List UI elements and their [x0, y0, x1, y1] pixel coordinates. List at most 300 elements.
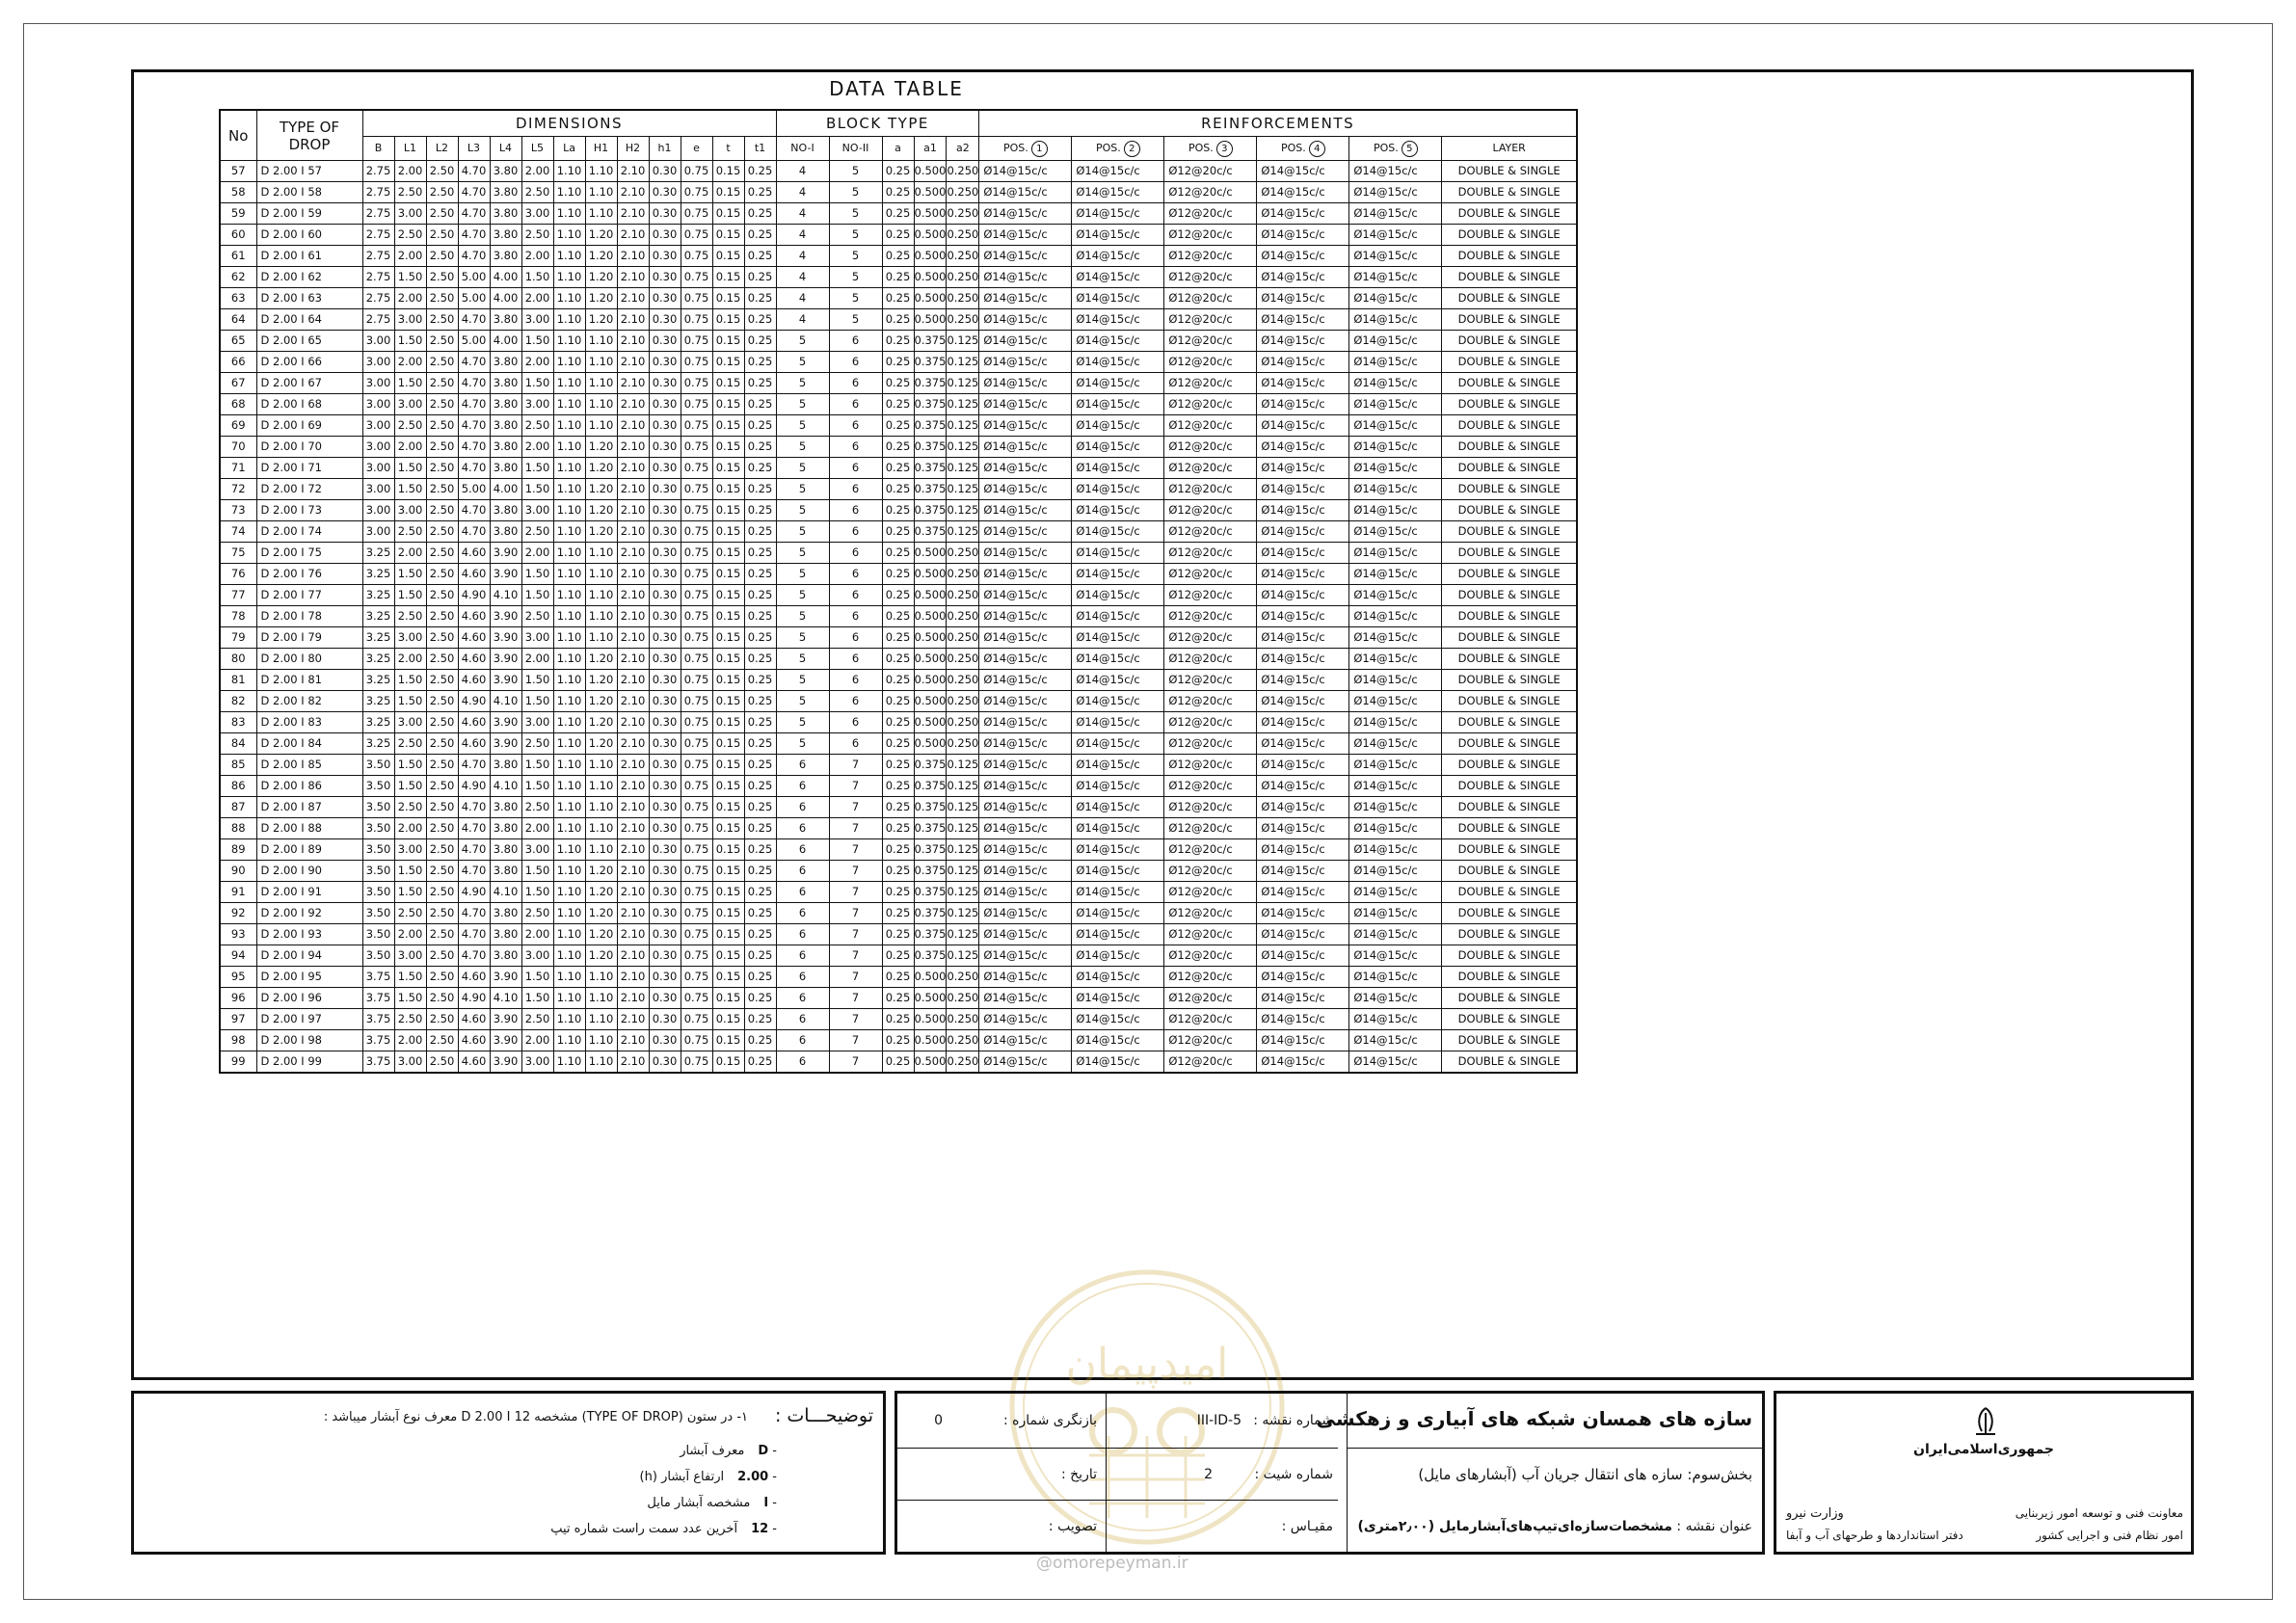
table-cell: 3.25 — [362, 670, 394, 691]
table-cell: 0.25 — [744, 967, 776, 988]
table-cell: 6 — [776, 924, 829, 945]
table-cell: 5 — [776, 691, 829, 712]
table-cell: 4.70 — [458, 182, 490, 203]
table-cell: 1.50 — [521, 267, 553, 288]
table-cell: 1.50 — [521, 967, 553, 988]
table-cell: 59 — [220, 203, 256, 225]
table-cell: 4.70 — [458, 394, 490, 415]
table-cell: 7 — [829, 861, 882, 882]
table-cell: 0.15 — [712, 903, 744, 924]
table-cell: 5 — [829, 246, 882, 267]
table-cell: 2.50 — [426, 564, 458, 585]
table-cell: 3.80 — [490, 903, 521, 924]
table-cell: 1.50 — [521, 776, 553, 797]
table-cell: DOUBLE & SINGLE — [1442, 945, 1577, 967]
table-cell: 1.50 — [394, 670, 426, 691]
table-cell: Ø14@15c/c — [1257, 521, 1349, 543]
table-cell: 1.10 — [553, 670, 585, 691]
table-cell: 5 — [776, 627, 829, 649]
table-cell: 1.10 — [553, 161, 585, 182]
table-cell: 1.50 — [394, 267, 426, 288]
table-cell: Ø14@15c/c — [979, 967, 1072, 988]
table-cell: DOUBLE & SINGLE — [1442, 818, 1577, 839]
table-cell: 3.00 — [362, 373, 394, 394]
table-cell: 1.10 — [585, 1051, 617, 1074]
table-cell: 6 — [776, 903, 829, 924]
table-cell: 4.70 — [458, 246, 490, 267]
table-cell: 66 — [220, 352, 256, 373]
table-cell: 5 — [776, 373, 829, 394]
table-cell: 4.90 — [458, 988, 490, 1009]
table-cell: 1.10 — [553, 437, 585, 458]
table-cell: 4.10 — [490, 776, 521, 797]
table-cell: 1.20 — [585, 479, 617, 500]
table-cell: 0.25 — [882, 585, 914, 606]
table-cell: 0.30 — [649, 882, 681, 903]
table-cell: 2.50 — [426, 437, 458, 458]
table-cell: 2.10 — [617, 839, 649, 861]
table-cell: 5 — [776, 712, 829, 733]
table-cell: 0.75 — [681, 691, 712, 712]
table-cell: D 2.00 I 78 — [256, 606, 362, 627]
table-cell: 4.70 — [458, 225, 490, 246]
table-cell: 2.00 — [394, 1030, 426, 1051]
table-cell: 2.00 — [394, 543, 426, 564]
table-cell: D 2.00 I 80 — [256, 649, 362, 670]
table-cell: 3.00 — [521, 1051, 553, 1074]
table-cell: D 2.00 I 88 — [256, 818, 362, 839]
table-cell: 3.00 — [521, 839, 553, 861]
table-cell: 0.25 — [744, 670, 776, 691]
table-cell: 3.80 — [490, 437, 521, 458]
table-cell: 4.70 — [458, 924, 490, 945]
table-cell: Ø14@15c/c — [1072, 691, 1164, 712]
table-cell: 5 — [776, 437, 829, 458]
table-cell: 2.50 — [426, 246, 458, 267]
note-item: - 2.00ارتفاع آبشار (h) — [639, 1470, 777, 1484]
table-cell: Ø14@15c/c — [979, 373, 1072, 394]
table-cell: 0.25 — [744, 161, 776, 182]
table-cell: 99 — [220, 1051, 256, 1074]
table-cell: Ø14@15c/c — [1072, 1009, 1164, 1030]
table-cell: 3.75 — [362, 1009, 394, 1030]
table-cell: Ø14@15c/c — [1257, 861, 1349, 882]
table-cell: 4 — [776, 246, 829, 267]
table-cell: 0.25 — [882, 945, 914, 967]
table-cell: D 2.00 I 72 — [256, 479, 362, 500]
table-cell: 2.50 — [426, 712, 458, 733]
table-cell: 2.50 — [426, 797, 458, 818]
table-cell: 0.25 — [744, 288, 776, 309]
table-cell: 3.50 — [362, 776, 394, 797]
table-cell: Ø14@15c/c — [1257, 627, 1349, 649]
table-cell: 0.250 — [947, 203, 979, 225]
table-row — [220, 564, 1577, 585]
table-cell: 0.15 — [712, 755, 744, 776]
table-cell: 0.15 — [712, 246, 744, 267]
table-cell: 1.10 — [553, 352, 585, 373]
table-cell: 74 — [220, 521, 256, 543]
table-cell: 0.125 — [947, 818, 979, 839]
table-cell: Ø14@15c/c — [1072, 585, 1164, 606]
table-cell: 2.75 — [362, 203, 394, 225]
table-cell: 6 — [829, 691, 882, 712]
table-cell: 2.50 — [521, 415, 553, 437]
table-cell: Ø12@20c/c — [1164, 585, 1257, 606]
table-cell: 2.10 — [617, 1009, 649, 1030]
table-cell: 1.10 — [553, 712, 585, 733]
table-cell: 5 — [829, 161, 882, 182]
table-cell: 0.25 — [882, 606, 914, 627]
table-cell: 0.30 — [649, 182, 681, 203]
table-cell: D 2.00 I 79 — [256, 627, 362, 649]
table-row — [220, 331, 1577, 352]
subheader-h1: H1 — [585, 137, 617, 161]
table-cell: 0.15 — [712, 945, 744, 967]
table-cell: 1.50 — [521, 670, 553, 691]
table-cell: 91 — [220, 882, 256, 903]
table-cell: 2.10 — [617, 691, 649, 712]
table-cell: 71 — [220, 458, 256, 479]
table-cell: 0.30 — [649, 437, 681, 458]
table-cell: 1.20 — [585, 903, 617, 924]
revision-label: بازنگری شماره : — [1002, 1413, 1097, 1428]
scale-label: مقیـاس : — [1281, 1519, 1333, 1534]
table-cell: DOUBLE & SINGLE — [1442, 225, 1577, 246]
table-cell: 0.30 — [649, 331, 681, 352]
table-cell: 4.60 — [458, 733, 490, 755]
table-cell: 1.10 — [553, 1051, 585, 1074]
table-cell: 3.80 — [490, 182, 521, 203]
table-cell: 3.80 — [490, 309, 521, 331]
table-cell: 0.15 — [712, 415, 744, 437]
table-cell: Ø14@15c/c — [1349, 373, 1442, 394]
table-cell: D 2.00 I 57 — [256, 161, 362, 182]
table-cell: 5.00 — [458, 479, 490, 500]
table-cell: 5.00 — [458, 331, 490, 352]
table-cell: 0.25 — [882, 161, 914, 182]
table-cell: 1.20 — [585, 458, 617, 479]
table-cell: Ø14@15c/c — [1349, 712, 1442, 733]
table-cell: 0.250 — [947, 161, 979, 182]
table-cell: 0.75 — [681, 712, 712, 733]
table-cell: 0.375 — [914, 415, 947, 437]
table-cell: 0.500 — [914, 161, 947, 182]
table-cell: 1.10 — [553, 818, 585, 839]
table-cell: 2.50 — [426, 733, 458, 755]
table-cell: 0.75 — [681, 331, 712, 352]
table-cell: 1.10 — [553, 1030, 585, 1051]
table-cell: 0.250 — [947, 288, 979, 309]
table-cell: 0.75 — [681, 988, 712, 1009]
table-cell: Ø14@15c/c — [1257, 543, 1349, 564]
table-cell: 0.15 — [712, 309, 744, 331]
table-cell: Ø14@15c/c — [979, 415, 1072, 437]
table-cell: D 2.00 I 90 — [256, 861, 362, 882]
table-cell: Ø14@15c/c — [1257, 331, 1349, 352]
table-cell: 2.50 — [426, 903, 458, 924]
subheader-a2: a2 — [947, 137, 979, 161]
table-cell: 0.375 — [914, 945, 947, 967]
table-cell: 63 — [220, 288, 256, 309]
table-row — [220, 479, 1577, 500]
table-cell: 0.30 — [649, 585, 681, 606]
table-cell: 3.00 — [394, 627, 426, 649]
table-row — [220, 373, 1577, 394]
table-cell: 4.90 — [458, 585, 490, 606]
table-cell: 0.30 — [649, 903, 681, 924]
table-cell: 1.20 — [585, 882, 617, 903]
table-cell: 3.90 — [490, 1051, 521, 1074]
table-cell: DOUBLE & SINGLE — [1442, 352, 1577, 373]
table-cell: 0.125 — [947, 882, 979, 903]
table-cell: 0.75 — [681, 437, 712, 458]
table-cell: 1.10 — [585, 543, 617, 564]
table-cell: 1.10 — [553, 521, 585, 543]
table-cell: Ø14@15c/c — [979, 733, 1072, 755]
table-cell: 0.25 — [744, 755, 776, 776]
table-cell: 3.80 — [490, 818, 521, 839]
table-cell: 1.50 — [394, 882, 426, 903]
table-cell: Ø14@15c/c — [979, 797, 1072, 818]
table-cell: 6 — [776, 1051, 829, 1074]
table-cell: Ø14@15c/c — [1072, 606, 1164, 627]
table-cell: 0.25 — [882, 182, 914, 203]
table-cell: DOUBLE & SINGLE — [1442, 776, 1577, 797]
table-cell: 1.10 — [553, 288, 585, 309]
table-cell: 0.75 — [681, 627, 712, 649]
table-cell: 2.50 — [426, 861, 458, 882]
table-cell: 1.10 — [553, 967, 585, 988]
table-cell: Ø14@15c/c — [979, 521, 1072, 543]
table-cell: 4.60 — [458, 543, 490, 564]
table-cell: 0.15 — [712, 1051, 744, 1074]
table-cell: 0.500 — [914, 967, 947, 988]
table-cell: 0.75 — [681, 309, 712, 331]
table-cell: 69 — [220, 415, 256, 437]
table-cell: 2.50 — [426, 543, 458, 564]
table-cell: 0.250 — [947, 246, 979, 267]
table-cell: 0.75 — [681, 882, 712, 903]
emblem-icon — [1969, 1405, 2002, 1438]
table-cell: 2.50 — [426, 479, 458, 500]
table-cell: Ø14@15c/c — [1349, 988, 1442, 1009]
table-cell: 0.25 — [744, 585, 776, 606]
table-cell: 0.125 — [947, 797, 979, 818]
table-cell: 2.10 — [617, 500, 649, 521]
table-cell: Ø14@15c/c — [1072, 564, 1164, 585]
table-cell: Ø14@15c/c — [1349, 1009, 1442, 1030]
table-cell: DOUBLE & SINGLE — [1442, 606, 1577, 627]
table-cell: 1.10 — [585, 988, 617, 1009]
subheader-h2: H2 — [617, 137, 649, 161]
table-cell: 2.50 — [521, 733, 553, 755]
table-cell: Ø14@15c/c — [1072, 500, 1164, 521]
table-cell: 0.500 — [914, 1009, 947, 1030]
table-cell: 5 — [829, 225, 882, 246]
table-cell: Ø14@15c/c — [979, 606, 1072, 627]
table-cell: Ø14@15c/c — [1349, 331, 1442, 352]
table-cell: Ø12@20c/c — [1164, 861, 1257, 882]
table-cell: Ø14@15c/c — [1349, 903, 1442, 924]
table-cell: 1.10 — [553, 606, 585, 627]
table-cell: 4.60 — [458, 1009, 490, 1030]
table-cell: Ø14@15c/c — [1072, 924, 1164, 945]
table-cell: 3.00 — [362, 521, 394, 543]
table-cell: 0.25 — [744, 818, 776, 839]
table-cell: Ø14@15c/c — [979, 755, 1072, 776]
table-cell: Ø14@15c/c — [1072, 649, 1164, 670]
table-cell: Ø14@15c/c — [1349, 755, 1442, 776]
table-cell: 0.25 — [744, 924, 776, 945]
table-cell: 2.10 — [617, 585, 649, 606]
table-cell: DOUBLE & SINGLE — [1442, 182, 1577, 203]
table-cell: Ø14@15c/c — [1257, 394, 1349, 415]
table-cell: Ø12@20c/c — [1164, 521, 1257, 543]
table-cell: 1.10 — [585, 839, 617, 861]
table-cell: 3.50 — [362, 861, 394, 882]
table-cell: 0.15 — [712, 182, 744, 203]
table-cell: 0.15 — [712, 585, 744, 606]
table-cell: 2.50 — [426, 776, 458, 797]
table-cell: 3.00 — [394, 1051, 426, 1074]
table-cell: 0.30 — [649, 861, 681, 882]
table-cell: 0.25 — [882, 373, 914, 394]
table-cell: 2.50 — [521, 521, 553, 543]
pos-number-circle: 3 — [1216, 141, 1233, 157]
table-cell: 4.70 — [458, 203, 490, 225]
table-cell: 1.10 — [553, 267, 585, 288]
table-cell: 1.10 — [553, 479, 585, 500]
table-cell: 1.10 — [553, 331, 585, 352]
table-cell: Ø14@15c/c — [1257, 225, 1349, 246]
table-cell: 1.20 — [585, 733, 617, 755]
table-cell: 2.50 — [426, 161, 458, 182]
table-cell: 0.25 — [882, 246, 914, 267]
table-cell: 2.50 — [426, 182, 458, 203]
table-cell: 1.50 — [521, 458, 553, 479]
table-cell: 0.25 — [744, 309, 776, 331]
table-cell: 3.80 — [490, 394, 521, 415]
table-cell: 1.20 — [585, 437, 617, 458]
table-cell: 90 — [220, 861, 256, 882]
table-cell: Ø14@15c/c — [1072, 437, 1164, 458]
table-cell: 0.25 — [744, 437, 776, 458]
table-cell: 2.10 — [617, 988, 649, 1009]
table-row — [220, 945, 1577, 967]
table-cell: 2.50 — [394, 733, 426, 755]
table-cell: 4.00 — [490, 267, 521, 288]
table-cell: Ø12@20c/c — [1164, 670, 1257, 691]
table-cell: 7 — [829, 1030, 882, 1051]
table-cell: 6 — [776, 1009, 829, 1030]
table-cell: 0.30 — [649, 712, 681, 733]
table-cell: 0.15 — [712, 373, 744, 394]
table-cell: 2.00 — [394, 246, 426, 267]
table-cell: 1.20 — [585, 649, 617, 670]
table-cell: DOUBLE & SINGLE — [1442, 1030, 1577, 1051]
table-cell: 0.75 — [681, 1030, 712, 1051]
sheet-no-label: شماره شیت : — [1254, 1467, 1333, 1482]
table-cell: 2.50 — [394, 415, 426, 437]
table-cell: 0.250 — [947, 670, 979, 691]
table-cell: Ø14@15c/c — [1349, 352, 1442, 373]
table-cell: 0.500 — [914, 182, 947, 203]
table-cell: 0.30 — [649, 564, 681, 585]
table-cell: Ø14@15c/c — [1257, 182, 1349, 203]
table-cell: 0.250 — [947, 988, 979, 1009]
table-cell: Ø14@15c/c — [1349, 500, 1442, 521]
table-cell: 0.25 — [882, 797, 914, 818]
table-cell: 0.15 — [712, 1030, 744, 1051]
table-cell: 0.15 — [712, 627, 744, 649]
table-cell: 2.50 — [426, 670, 458, 691]
table-cell: Ø14@15c/c — [1072, 755, 1164, 776]
table-cell: Ø14@15c/c — [1072, 288, 1164, 309]
table-cell: 2.10 — [617, 1030, 649, 1051]
table-cell: 0.75 — [681, 606, 712, 627]
table-cell: 0.25 — [744, 415, 776, 437]
table-row — [220, 839, 1577, 861]
table-cell: Ø14@15c/c — [1349, 182, 1442, 203]
table-cell: 96 — [220, 988, 256, 1009]
table-cell: DOUBLE & SINGLE — [1442, 988, 1577, 1009]
table-cell: 0.25 — [744, 988, 776, 1009]
table-cell: 3.00 — [362, 331, 394, 352]
table-cell: 1.20 — [585, 924, 617, 945]
table-cell: 0.25 — [744, 1030, 776, 1051]
table-cell: 0.75 — [681, 521, 712, 543]
table-cell: DOUBLE & SINGLE — [1442, 394, 1577, 415]
title-block — [894, 1391, 1765, 1555]
table-cell: 4.70 — [458, 415, 490, 437]
table-cell: 1.10 — [553, 924, 585, 945]
table-cell: 3.80 — [490, 861, 521, 882]
table-cell: 1.20 — [585, 288, 617, 309]
table-cell: 0.75 — [681, 585, 712, 606]
table-cell: 0.250 — [947, 606, 979, 627]
table-cell: 0.500 — [914, 627, 947, 649]
table-cell: 6 — [776, 988, 829, 1009]
table-cell: 2.50 — [426, 225, 458, 246]
table-cell: 2.50 — [426, 691, 458, 712]
table-cell: 0.15 — [712, 500, 744, 521]
table-cell: 2.10 — [617, 945, 649, 967]
table-cell: Ø14@15c/c — [1349, 776, 1442, 797]
subheader-t: t — [712, 137, 744, 161]
table-cell: 1.50 — [394, 755, 426, 776]
table-cell: 0.25 — [744, 733, 776, 755]
table-cell: 7 — [829, 1051, 882, 1074]
table-cell: 0.15 — [712, 988, 744, 1009]
table-cell: Ø14@15c/c — [1349, 225, 1442, 246]
table-cell: 4 — [776, 225, 829, 246]
table-cell: Ø14@15c/c — [1257, 479, 1349, 500]
table-cell: 2.10 — [617, 288, 649, 309]
table-cell: DOUBLE & SINGLE — [1442, 924, 1577, 945]
table-cell: 2.50 — [394, 903, 426, 924]
table-cell: 1.10 — [553, 945, 585, 967]
table-cell: 0.25 — [882, 691, 914, 712]
table-cell: 0.25 — [744, 543, 776, 564]
table-cell: 0.250 — [947, 649, 979, 670]
table-cell: 83 — [220, 712, 256, 733]
table-cell: 3.75 — [362, 1030, 394, 1051]
table-cell: 6 — [829, 331, 882, 352]
table-cell: D 2.00 I 59 — [256, 203, 362, 225]
table-cell: 73 — [220, 500, 256, 521]
table-cell: 0.375 — [914, 839, 947, 861]
